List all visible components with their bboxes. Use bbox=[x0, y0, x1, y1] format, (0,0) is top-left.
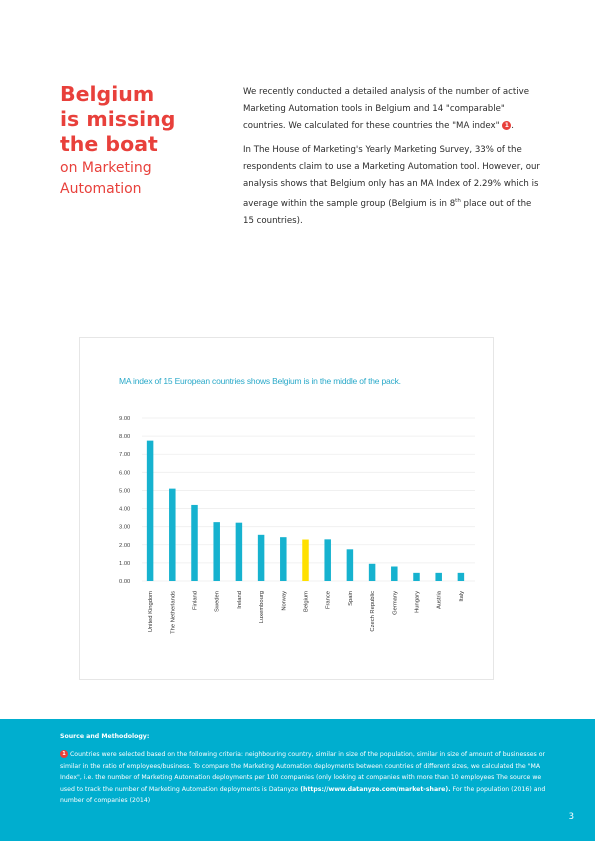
chart-container bbox=[79, 337, 494, 680]
bar-norway bbox=[280, 537, 287, 581]
bar-austria bbox=[435, 573, 442, 581]
source-text-2: For the population (2016) and number of companies (2014) bbox=[60, 785, 546, 804]
bar-sweden bbox=[213, 522, 220, 581]
source-text-1: Countries were selected based on the following criteria: neighbouring country, similar in size of the population, similar in size of amount of businesses or similar in the ratio of employees/business. To compare the Marketing Automation deployments between countries of different sizes, we calculated the "MA Index", i.e. the number of Marketing Automation deployments per 100 companies (only looking at companies with more than 10 employees The source we used to track the number of Marketing Automation deployments is Datanyze bbox=[60, 751, 546, 793]
x-tick-label: Czech Republic bbox=[370, 591, 377, 632]
intro-p2-end: place out of the 15 countries). bbox=[243, 198, 532, 226]
bar-czech-republic bbox=[369, 564, 376, 581]
subheadline-line-2: Automation bbox=[60, 181, 142, 197]
y-tick-label: 7.00 bbox=[119, 452, 131, 459]
intro-paragraph-2 bbox=[243, 142, 543, 230]
bar-ireland bbox=[236, 523, 243, 581]
footnote-badge[interactable]: 1 bbox=[502, 121, 511, 130]
x-tick-label: Norway bbox=[281, 591, 288, 611]
y-tick-label: 3.00 bbox=[119, 524, 131, 531]
intro-paragraph-1 bbox=[243, 84, 543, 135]
y-tick-label: 6.00 bbox=[119, 470, 131, 477]
x-tick-label: Finland bbox=[192, 591, 199, 611]
footnote-badge-footer: 1 bbox=[60, 750, 68, 758]
headline-line-2: is missing bbox=[60, 107, 176, 131]
intro-p1-end: . bbox=[511, 121, 515, 131]
bar-the-netherlands bbox=[169, 489, 176, 581]
bar-hungary bbox=[413, 573, 420, 581]
page-number: 3 bbox=[568, 812, 574, 822]
intro-text bbox=[243, 84, 543, 237]
bar-spain bbox=[347, 549, 354, 581]
x-tick-label: Belgium bbox=[303, 591, 310, 612]
intro-p2-text: In The House of Marketing's Yearly Marketing Survey, 33% of the respondents claim to use a Marketing Automation tool. However, our analysis shows that Belgium only has an MA Index of 2.29% which is average within the sample group (Belgium is in 8 bbox=[243, 145, 540, 209]
source-text bbox=[60, 749, 550, 807]
x-tick-label: The Netherlands bbox=[170, 591, 177, 634]
y-tick-label: 1.00 bbox=[119, 560, 131, 567]
x-tick-label: Luxembourg bbox=[259, 591, 266, 624]
headline-line-3: the boat bbox=[60, 132, 158, 156]
x-tick-label: Ireland bbox=[236, 591, 243, 609]
x-tick-label: Italy bbox=[458, 591, 465, 602]
x-tick-label: United Kingdom bbox=[148, 591, 155, 633]
bar-chart bbox=[80, 338, 495, 681]
bar-france bbox=[324, 539, 331, 581]
headline-line-1: Belgium bbox=[60, 82, 155, 106]
bar-belgium bbox=[302, 540, 309, 581]
y-tick-label: 4.00 bbox=[119, 506, 131, 513]
y-tick-label: 0.00 bbox=[119, 579, 131, 585]
x-tick-label: Hungary bbox=[414, 591, 421, 613]
x-tick-label: Spain bbox=[347, 591, 354, 606]
x-tick-label: France bbox=[325, 591, 332, 610]
y-tick-label: 9.00 bbox=[119, 416, 131, 422]
intro-p1-text: We recently conducted a detailed analysis of the number of active Marketing Automation tools in Belgium and 14 "comparable" countries. We calculated for these countries the "MA index" bbox=[243, 87, 529, 131]
x-tick-label: Austria bbox=[436, 591, 443, 610]
y-tick-label: 8.00 bbox=[119, 434, 131, 441]
bar-finland bbox=[191, 505, 198, 581]
bar-luxembourg bbox=[258, 535, 265, 581]
bar-italy bbox=[458, 573, 465, 581]
x-tick-label: Sweden bbox=[214, 591, 221, 612]
chart-title: MA index of 15 European countries shows Belgium is in the middle of the pack. bbox=[119, 376, 401, 386]
x-tick-label: Germany bbox=[392, 591, 399, 615]
y-tick-label: 2.00 bbox=[119, 542, 131, 549]
intro-p2-sup: th bbox=[455, 198, 461, 204]
subheadline-line-1: on Marketing bbox=[60, 160, 152, 176]
footer bbox=[0, 719, 595, 841]
y-tick-label: 5.00 bbox=[119, 488, 131, 495]
bar-united-kingdom bbox=[147, 441, 154, 581]
bar-germany bbox=[391, 567, 398, 581]
source-link[interactable]: (https://www.datanyze.com/market-share). bbox=[300, 785, 451, 793]
source-title: Source and Methodology: bbox=[60, 733, 150, 740]
headline bbox=[60, 82, 230, 200]
